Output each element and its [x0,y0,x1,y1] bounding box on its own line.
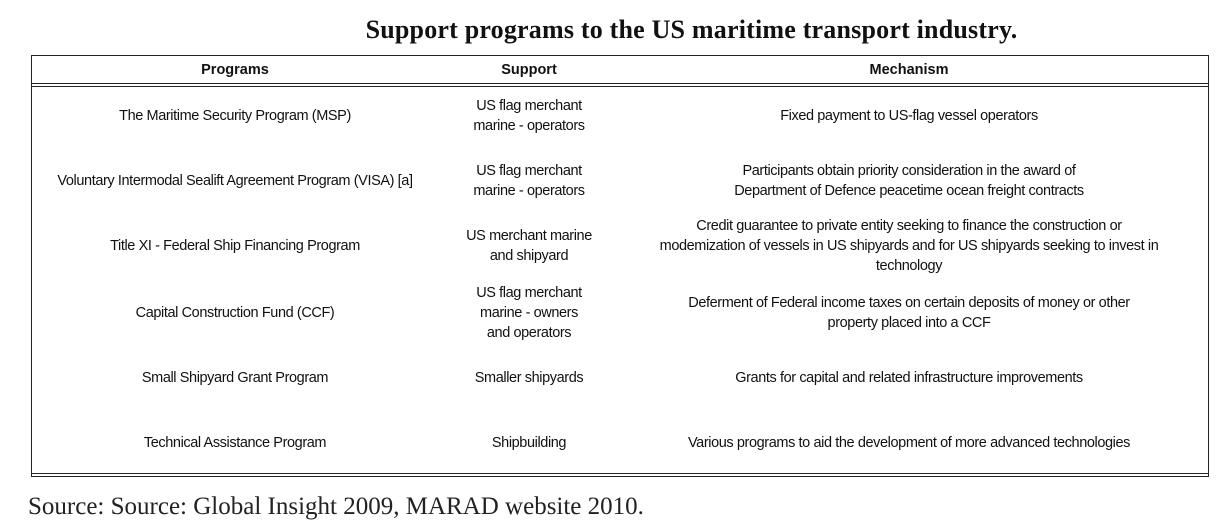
row-program: Capital Construction Fund (CCF) [135,305,335,321]
row-mechanism: Fixed payment to US-flag vessel operators [780,108,1038,124]
row-support: Shipbuilding [491,435,567,451]
row-mechanism: Various programs to aid the development of more advanced technologies [687,435,1131,451]
table-row [31,159,1209,203]
row-mechanism: Deferment of Federal income taxes on certain deposits of money or other property placed into a CCF [688,295,1130,331]
table-bottom-rule [31,473,1209,474]
header-rule-bottom [31,86,1209,87]
header-mechanism: Mechanism [869,62,949,78]
row-mechanism: Grants for capital and related infrastructure improvements [735,370,1083,386]
table-row [31,94,1209,138]
row-support: US flag merchant marine - operators [473,98,585,134]
row-support: US merchant marine and shipyard [466,228,592,264]
row-program: Title XI - Federal Ship Financing Program [110,238,360,254]
table-row [31,214,1209,278]
header-support: Support [501,62,557,78]
row-program: Voluntary Intermodal Sealift Agreement Program (VISA) [a] [57,173,413,189]
table-title: Support programs to the US maritime transport industry. [365,15,1018,44]
table-header-row [31,56,1209,84]
row-program: The Maritime Security Program (MSP) [119,108,351,124]
row-support: Smaller shipyards [474,370,584,386]
row-mechanism: Credit guarantee to private entity seeking to finance the construction or modemization of vessels in US shipyards and for US shipyards seeking to invest in technology [659,218,1159,274]
table-row [31,432,1209,454]
source-note: Source: Source: Global Insight 2009, MARAD website 2010. [28,493,644,520]
row-program: Small Shipyard Grant Program [141,370,329,386]
row-support: US flag merchant marine - operators [473,163,585,199]
row-support: US flag merchant marine - owners and operators [476,285,582,341]
table-row [31,367,1209,389]
header-programs: Programs [201,62,269,78]
row-program: Technical Assistance Program [143,435,327,451]
row-mechanism: Participants obtain priority consideration in the award of Department of Defence peacetime ocean freight contracts [734,163,1084,199]
table-row [31,281,1209,345]
